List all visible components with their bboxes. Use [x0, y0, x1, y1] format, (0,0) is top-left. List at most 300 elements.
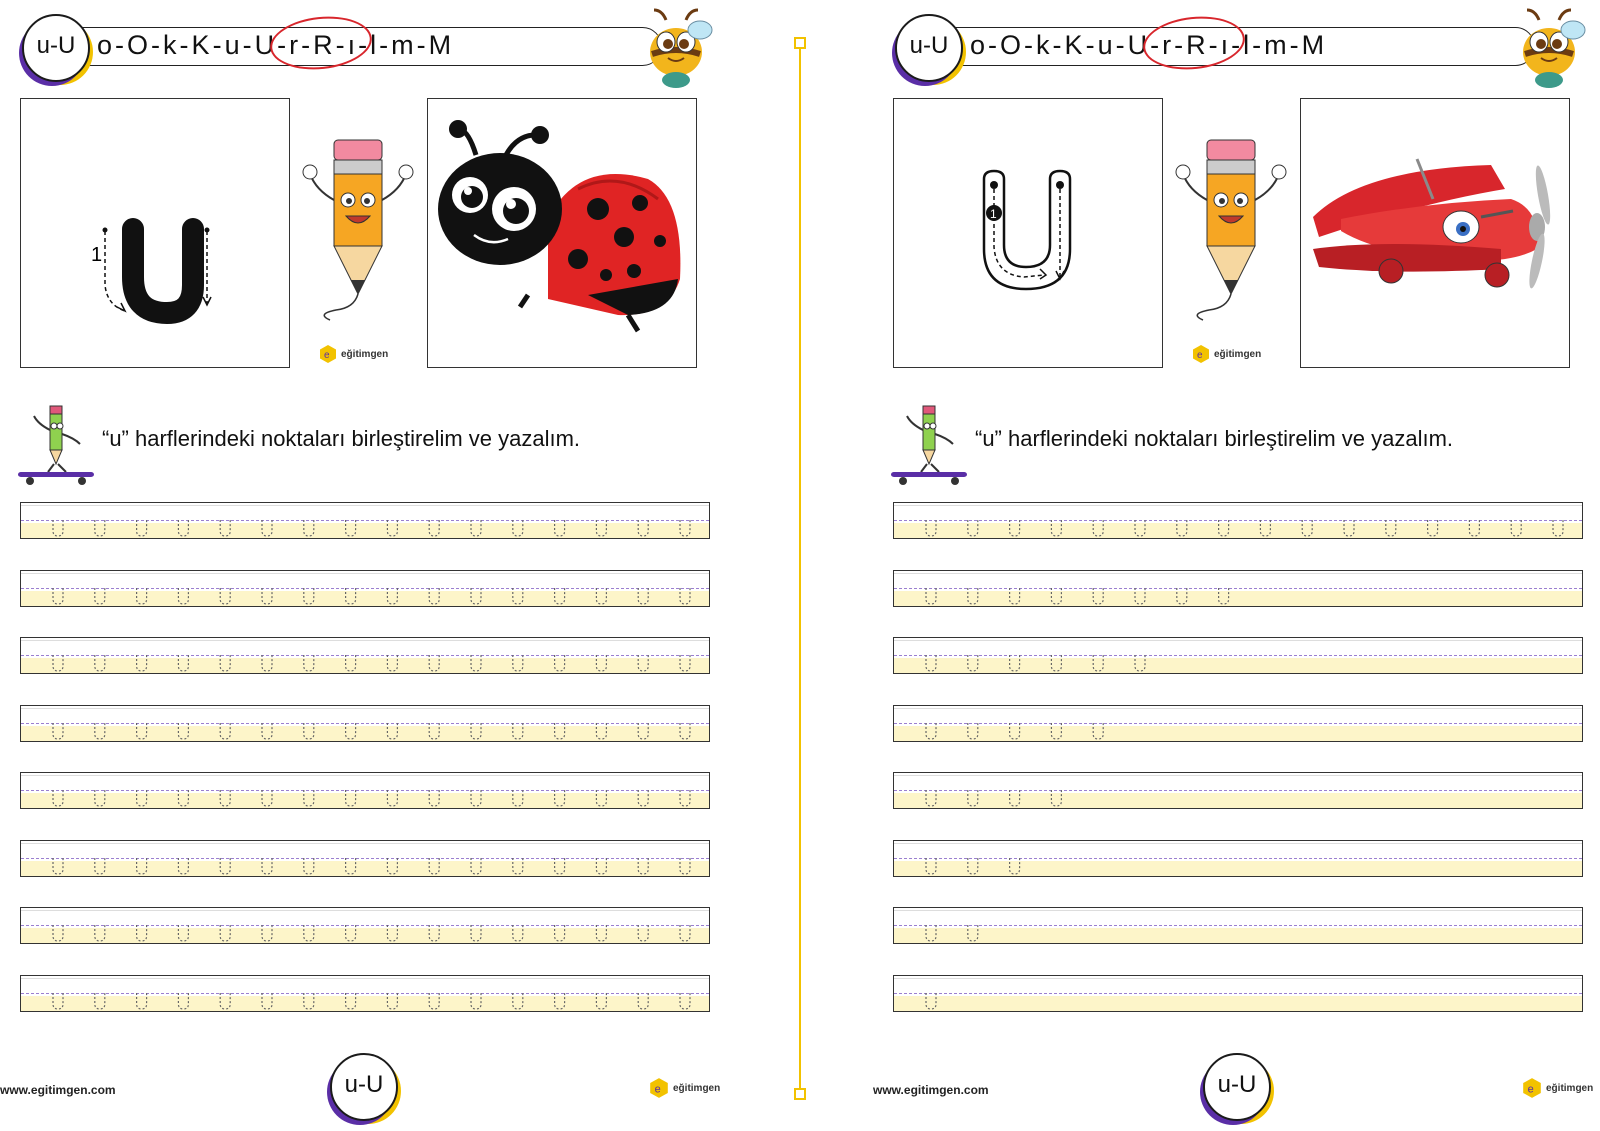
dotted-letter-u — [638, 655, 648, 671]
dotted-letters — [894, 773, 1582, 808]
dotted-letter-u — [346, 790, 356, 806]
dotted-letter-u — [1093, 723, 1103, 739]
dotted-letter-u — [429, 520, 439, 536]
dotted-letter-u — [95, 588, 105, 604]
sequence-separator: - — [277, 29, 288, 60]
sequence-separator: - — [358, 29, 369, 60]
dotted-letter-u — [638, 723, 648, 739]
dotted-letter-u — [137, 520, 147, 536]
dotted-letter-u — [1051, 723, 1061, 739]
dotted-letter-u — [95, 723, 105, 739]
skateboarder-mascot-icon — [889, 394, 971, 486]
dotted-letter-u — [387, 993, 397, 1009]
dotted-letter-u — [429, 858, 439, 874]
worksheet-page-left — [0, 0, 740, 1131]
ladybug-icon — [428, 99, 696, 367]
dotted-letter-u — [1386, 520, 1396, 536]
dotted-letter-u — [1051, 588, 1061, 604]
dotted-letter-u — [596, 790, 606, 806]
sequence-separator: - — [1024, 29, 1035, 60]
dotted-letter-u — [346, 588, 356, 604]
dotted-letter-u — [926, 723, 936, 739]
sequence-letter: k — [1036, 29, 1051, 60]
dotted-letter-u — [220, 520, 230, 536]
sequence-separator: - — [1252, 29, 1263, 60]
dotted-letter-u — [262, 925, 272, 941]
dotted-letters — [894, 638, 1582, 673]
dotted-letters — [21, 638, 709, 673]
dotted-letter-u — [346, 925, 356, 941]
dotted-letter-u — [387, 925, 397, 941]
dotted-letter-u — [638, 790, 648, 806]
dotted-letter-u — [304, 520, 314, 536]
logo-text: eğitimgen — [1546, 1082, 1594, 1094]
sequence-separator: - — [151, 29, 162, 60]
dotted-letters — [21, 503, 709, 538]
dotted-letter-u — [968, 588, 978, 604]
sequence-separator: - — [335, 29, 346, 60]
dotted-letter-u — [1135, 520, 1145, 536]
dotted-letter-u — [968, 858, 978, 874]
dotted-letters — [894, 503, 1582, 538]
tracing-row[interactable] — [20, 772, 710, 809]
dotted-letter-u — [596, 993, 606, 1009]
sequence-separator: - — [301, 29, 312, 60]
dotted-letter-u — [1093, 520, 1103, 536]
dotted-letter-u — [346, 655, 356, 671]
dotted-letter-u — [262, 858, 272, 874]
dotted-letter-u — [304, 588, 314, 604]
dotted-letter-u — [304, 790, 314, 806]
hexagon-logo-icon — [1521, 1077, 1543, 1099]
dotted-letter-u — [513, 858, 523, 874]
dotted-letter-u — [1511, 520, 1521, 536]
sequence-separator: - — [1150, 29, 1161, 60]
tracing-row[interactable] — [893, 772, 1583, 809]
bee-mascot-icon — [638, 6, 714, 90]
dotted-letter-u — [262, 790, 272, 806]
dotted-letters — [21, 841, 709, 876]
dotted-letter-u — [555, 655, 565, 671]
logo-text: eğitimgen — [341, 348, 389, 360]
dotted-letter-u — [680, 723, 690, 739]
dotted-letter-u — [926, 520, 936, 536]
dotted-letter-u — [1051, 655, 1061, 671]
sequence-letter: o — [970, 29, 987, 60]
dotted-letter-u — [1010, 588, 1020, 604]
dotted-letter-u — [1177, 520, 1187, 536]
picture-box — [427, 98, 697, 368]
dotted-letters — [894, 841, 1582, 876]
dotted-letter-u — [387, 520, 397, 536]
sequence-letter: l — [370, 29, 378, 60]
dotted-letter-u — [429, 723, 439, 739]
dotted-letter-u — [95, 655, 105, 671]
dotted-letter-u — [304, 723, 314, 739]
dotted-letter-u — [680, 520, 690, 536]
dotted-letter-u — [680, 588, 690, 604]
dotted-letter-u — [926, 858, 936, 874]
dotted-letter-u — [1010, 858, 1020, 874]
sequence-separator: - — [115, 29, 126, 60]
sequence-letter: R — [313, 29, 334, 60]
letter-u-outline-guide-icon — [894, 99, 1162, 367]
dotted-letters — [21, 706, 709, 741]
dotted-letter-u — [304, 925, 314, 941]
dotted-letter-u — [53, 588, 63, 604]
tracing-row[interactable] — [20, 570, 710, 607]
sequence-separator: - — [988, 29, 999, 60]
pencil-mascot-icon — [1169, 130, 1293, 330]
hexagon-logo-icon — [1191, 344, 1211, 364]
letter-badge — [22, 14, 90, 82]
dotted-letter-u — [137, 588, 147, 604]
badge-text: u-U — [36, 32, 76, 59]
dotted-letter-u — [926, 925, 936, 941]
sequence-separator: - — [1174, 29, 1185, 60]
dotted-letter-u — [220, 723, 230, 739]
dotted-letter-u — [137, 655, 147, 671]
pencil-mascot-icon — [296, 130, 420, 330]
dotted-letter-u — [304, 993, 314, 1009]
dotted-letter-u — [596, 655, 606, 671]
dotted-letter-u — [596, 723, 606, 739]
dotted-letter-u — [220, 925, 230, 941]
instruction-text: “u” harflerindeki noktaları birleştirelim ve yazalım. — [975, 426, 1454, 451]
sequence-letter: ı — [1220, 29, 1230, 60]
dotted-letter-u — [513, 723, 523, 739]
dotted-letter-u — [137, 925, 147, 941]
dotted-letter-u — [95, 925, 105, 941]
dotted-letter-u — [95, 790, 105, 806]
website-url[interactable]: www.egitimgen.com — [873, 1083, 989, 1097]
dotted-letter-u — [1553, 520, 1563, 536]
dotted-letter-u — [346, 858, 356, 874]
dotted-letter-u — [471, 655, 481, 671]
dotted-letter-u — [137, 993, 147, 1009]
dotted-letter-u — [968, 723, 978, 739]
dotted-letter-u — [968, 790, 978, 806]
dotted-letters — [21, 976, 709, 1011]
dotted-letter-u — [346, 993, 356, 1009]
dotted-letter-u — [926, 588, 936, 604]
dotted-letter-u — [137, 790, 147, 806]
sequence-separator: - — [1085, 29, 1096, 60]
dotted-letter-u — [513, 520, 523, 536]
dotted-letter-u — [1344, 520, 1354, 536]
dotted-letter-u — [262, 993, 272, 1009]
dotted-letter-u — [178, 588, 188, 604]
sequence-separator: - — [1208, 29, 1219, 60]
dotted-letter-u — [178, 858, 188, 874]
dotted-letter-u — [555, 993, 565, 1009]
dotted-letter-u — [178, 790, 188, 806]
sequence-letter: m — [391, 29, 415, 60]
sequence-separator: - — [1052, 29, 1063, 60]
dotted-letter-u — [95, 520, 105, 536]
tracing-row[interactable] — [893, 502, 1583, 539]
dotted-letter-u — [680, 925, 690, 941]
divider-cap-bottom — [794, 1088, 806, 1100]
dotted-letter-u — [638, 925, 648, 941]
sequence-letter: ı — [347, 29, 357, 60]
dotted-letter-u — [53, 520, 63, 536]
dotted-letter-u — [968, 655, 978, 671]
page-divider — [799, 42, 801, 1092]
dotted-letter-u — [926, 993, 936, 1009]
worksheet-page-right — [873, 0, 1600, 1131]
dotted-letter-u — [178, 520, 188, 536]
dotted-letter-u — [596, 520, 606, 536]
sequence-letter: U — [1127, 29, 1149, 60]
dotted-letter-u — [555, 925, 565, 941]
sequence-letter: r — [289, 29, 300, 60]
sequence-letter: R — [1186, 29, 1207, 60]
dotted-letter-u — [95, 858, 105, 874]
tracing-row[interactable] — [20, 975, 710, 1012]
dotted-letter-u — [1010, 790, 1020, 806]
dotted-letters — [894, 976, 1582, 1011]
dotted-letter-u — [638, 588, 648, 604]
dotted-letter-u — [220, 790, 230, 806]
svg-text:e: e — [324, 350, 330, 361]
dotted-letter-u — [1302, 520, 1312, 536]
dotted-letter-u — [1135, 588, 1145, 604]
dotted-letter-u — [53, 723, 63, 739]
tracing-row[interactable] — [893, 637, 1583, 674]
dotted-letter-u — [429, 790, 439, 806]
sequence-separator: - — [379, 29, 390, 60]
dotted-letter-u — [1219, 520, 1229, 536]
sequence-letter: K — [1064, 29, 1084, 60]
skateboarder-mascot-icon — [16, 394, 98, 486]
dotted-letter-u — [471, 858, 481, 874]
sequence-letter: M — [428, 29, 453, 60]
sequence-separator: - — [1289, 29, 1300, 60]
dotted-letter-u — [513, 993, 523, 1009]
dotted-letter-u — [596, 925, 606, 941]
dotted-letter-u — [220, 993, 230, 1009]
sequence-separator: - — [242, 29, 253, 60]
letter-u-stroke-guide-icon — [21, 99, 289, 367]
dotted-letter-u — [429, 588, 439, 604]
dotted-letter-u — [513, 588, 523, 604]
dotted-letter-u — [513, 655, 523, 671]
dotted-letter-u — [1010, 723, 1020, 739]
dotted-letter-u — [638, 858, 648, 874]
dotted-letter-u — [471, 993, 481, 1009]
footer-badge-text: u-U — [1217, 1071, 1257, 1098]
dotted-letter-u — [178, 723, 188, 739]
dotted-letter-u — [638, 993, 648, 1009]
dotted-letters — [894, 571, 1582, 606]
dotted-letters — [21, 571, 709, 606]
sequence-letter: O — [1000, 29, 1023, 60]
svg-text:e: e — [1527, 1083, 1534, 1096]
dotted-letter-u — [220, 655, 230, 671]
svg-text:e: e — [654, 1083, 661, 1096]
footer-letter-badge — [1203, 1053, 1271, 1121]
sequence-separator: - — [1231, 29, 1242, 60]
dotted-letter-u — [1093, 588, 1103, 604]
dotted-letter-u — [429, 993, 439, 1009]
instruction-text: “u” harflerindeki noktaları birleştirelim ve yazalım. — [102, 426, 581, 451]
tracing-row[interactable] — [20, 840, 710, 877]
dotted-letter-u — [53, 790, 63, 806]
dotted-letter-u — [387, 588, 397, 604]
dotted-letter-u — [555, 723, 565, 739]
sequence-letter: k — [163, 29, 178, 60]
footer-letter-badge — [330, 1053, 398, 1121]
tracing-row[interactable] — [893, 840, 1583, 877]
dotted-letter-u — [1010, 520, 1020, 536]
dotted-letter-u — [304, 858, 314, 874]
letter-badge — [895, 14, 963, 82]
logo-text: eğitimgen — [1214, 348, 1262, 360]
dotted-letter-u — [137, 723, 147, 739]
sequence-letter: U — [254, 29, 276, 60]
footer-brand-logo — [648, 1075, 738, 1101]
sequence-letter: l — [1243, 29, 1251, 60]
brand-logo — [1191, 342, 1271, 366]
dotted-letter-u — [178, 655, 188, 671]
sequence-letter: o — [97, 29, 114, 60]
dotted-letter-u — [1051, 790, 1061, 806]
tracing-row[interactable] — [20, 637, 710, 674]
dotted-letter-u — [220, 858, 230, 874]
dotted-letter-u — [220, 588, 230, 604]
dotted-letters — [21, 773, 709, 808]
sequence-separator: - — [212, 29, 223, 60]
dotted-letter-u — [471, 790, 481, 806]
dotted-letter-u — [555, 588, 565, 604]
dotted-letter-u — [262, 520, 272, 536]
dotted-letter-u — [680, 993, 690, 1009]
dotted-letter-u — [596, 588, 606, 604]
dotted-letter-u — [262, 588, 272, 604]
dotted-letter-u — [680, 655, 690, 671]
dotted-letter-u — [429, 925, 439, 941]
dotted-letter-u — [387, 858, 397, 874]
dotted-letter-u — [304, 655, 314, 671]
dotted-letter-u — [429, 655, 439, 671]
dotted-letter-u — [262, 723, 272, 739]
dotted-letter-u — [471, 520, 481, 536]
sequence-separator: - — [179, 29, 190, 60]
dotted-letter-u — [638, 520, 648, 536]
dotted-letter-u — [680, 790, 690, 806]
sequence-letter: m — [1264, 29, 1288, 60]
dotted-letter-u — [555, 790, 565, 806]
dotted-letter-u — [137, 858, 147, 874]
tracing-row[interactable] — [20, 502, 710, 539]
dotted-letter-u — [926, 790, 936, 806]
dotted-letter-u — [680, 858, 690, 874]
dotted-letter-u — [596, 858, 606, 874]
hexagon-logo-icon — [648, 1077, 670, 1099]
tracing-row[interactable] — [893, 705, 1583, 742]
dotted-letter-u — [1469, 520, 1479, 536]
dotted-letter-u — [53, 993, 63, 1009]
tracing-row[interactable] — [893, 975, 1583, 1012]
dotted-letter-u — [471, 723, 481, 739]
tracing-row[interactable] — [20, 705, 710, 742]
dotted-letter-u — [1135, 655, 1145, 671]
sequence-letter: r — [1162, 29, 1173, 60]
dotted-letter-u — [555, 520, 565, 536]
dotted-letter-u — [178, 925, 188, 941]
footer-badge-text: u-U — [344, 1071, 384, 1098]
divider-cap-top — [794, 37, 806, 49]
dotted-letter-u — [262, 655, 272, 671]
dotted-letter-u — [1051, 520, 1061, 536]
stroke-number: 1 — [91, 244, 103, 266]
dotted-letter-u — [555, 858, 565, 874]
letter-trace-box — [893, 98, 1163, 368]
dotted-letter-u — [513, 790, 523, 806]
picture-box — [1300, 98, 1570, 368]
dotted-letter-u — [513, 925, 523, 941]
tracing-row[interactable] — [893, 907, 1583, 944]
sequence-letter: M — [1301, 29, 1326, 60]
dotted-letter-u — [53, 858, 63, 874]
hexagon-logo-icon — [318, 344, 338, 364]
dotted-letter-u — [926, 655, 936, 671]
tracing-row[interactable] — [20, 907, 710, 944]
dotted-letter-u — [1177, 588, 1187, 604]
airplane-icon — [1301, 99, 1569, 367]
tracing-row[interactable] — [893, 570, 1583, 607]
dotted-letter-u — [53, 655, 63, 671]
dotted-letter-u — [968, 520, 978, 536]
dotted-letter-u — [387, 655, 397, 671]
logo-text: eğitimgen — [673, 1082, 721, 1094]
sequence-letter: u — [1097, 29, 1114, 60]
dotted-letter-u — [1219, 588, 1229, 604]
dotted-letter-u — [1260, 520, 1270, 536]
dotted-letter-u — [1010, 655, 1020, 671]
dotted-letter-u — [1093, 655, 1103, 671]
footer-brand-logo — [1521, 1075, 1600, 1101]
dotted-letter-u — [471, 925, 481, 941]
sequence-separator: - — [416, 29, 427, 60]
letter-trace-box — [20, 98, 290, 368]
bee-mascot-icon — [1511, 6, 1587, 90]
dotted-letters — [894, 706, 1582, 741]
website-url[interactable]: www.egitimgen.com — [0, 1083, 116, 1097]
dotted-letter-u — [53, 925, 63, 941]
sequence-separator: - — [1115, 29, 1126, 60]
dotted-letters — [21, 908, 709, 943]
svg-text:e: e — [1197, 350, 1203, 361]
dotted-letter-u — [1428, 520, 1438, 536]
dotted-letters — [894, 908, 1582, 943]
dotted-letter-u — [95, 993, 105, 1009]
dotted-letter-u — [346, 723, 356, 739]
dotted-letter-u — [387, 790, 397, 806]
stroke-number: 1 — [990, 207, 997, 221]
dotted-letter-u — [387, 723, 397, 739]
dotted-letter-u — [346, 520, 356, 536]
badge-text: u-U — [909, 32, 949, 59]
sequence-letter: u — [224, 29, 241, 60]
dotted-letter-u — [968, 925, 978, 941]
sequence-letter: O — [127, 29, 150, 60]
sequence-letter: K — [191, 29, 211, 60]
brand-logo — [318, 342, 398, 366]
dotted-letter-u — [471, 588, 481, 604]
dotted-letter-u — [178, 993, 188, 1009]
